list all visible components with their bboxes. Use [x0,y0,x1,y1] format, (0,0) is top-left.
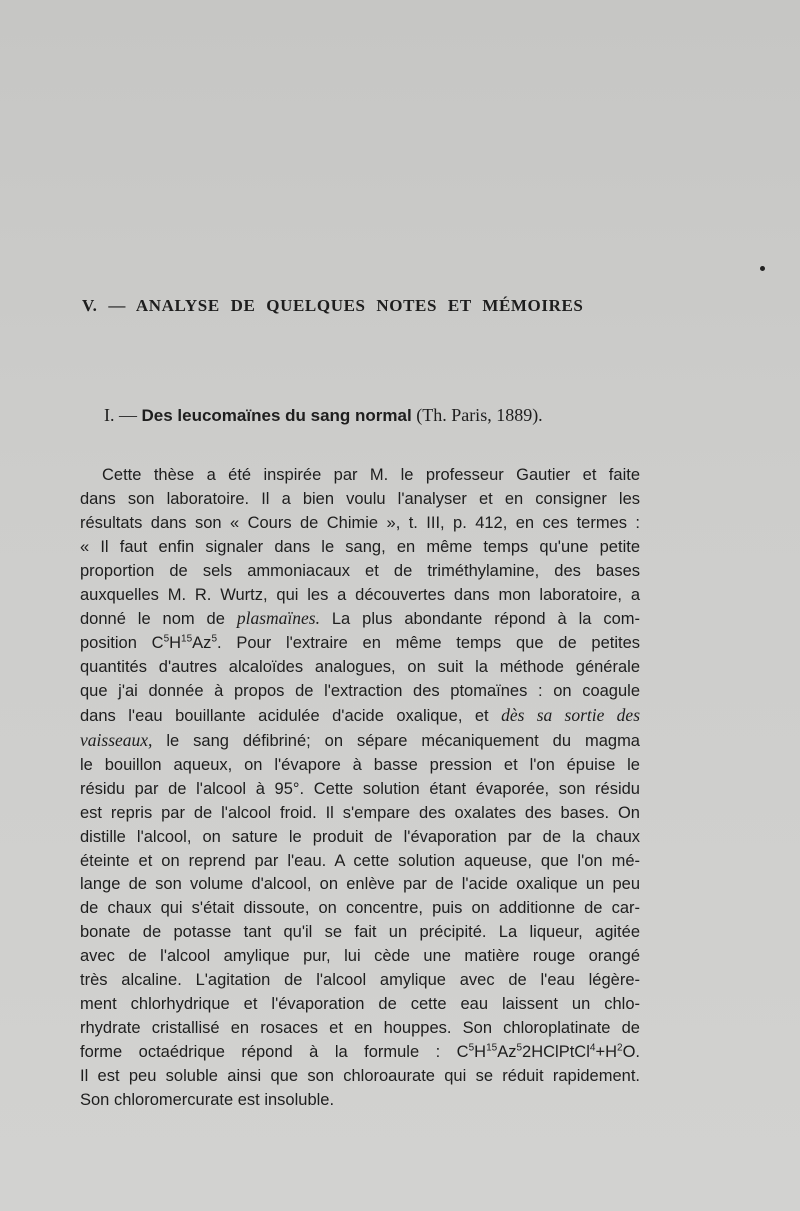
text-line: bonate de potasse tant qu'il se fait un précipité. La liqueur, agitée [80,923,640,942]
text-line: lange de son volume d'alcool, on enlève par de l'acide oxalique un peu [80,875,640,894]
text-line: résidu par de l'alcool à 95°. Cette solution étant évaporée, son résidu [80,779,640,798]
text-line: est repris par de l'alcool froid. Il s'empare des oxalates des bases. On [80,803,640,822]
text-line: auxquelles M. R. Wurtz, qui les a découvertes dans mon laboratoire, a [80,585,640,604]
text-line: que j'ai donnée à propos de l'extraction des ptomaïnes : on coagule [80,682,640,701]
text-run: La plus abondante répond à la com- [331,610,641,629]
superscript: 15 [486,1042,498,1054]
text-line [80,729,640,754]
text-run: O. [622,1042,640,1061]
text-line: éteinte et on reprend par l'eau. A cette solution aqueuse, que l'on mé- [80,851,640,870]
superscript: 5 [163,633,170,645]
text-run: position C [80,634,164,653]
superscript: 15 [181,633,193,645]
paper-title: Des leucomaïnes du sang normal [141,406,412,425]
text-line: rhydrate cristallisé en rosaces et en houppes. Son chloroplatinate de [80,1018,640,1037]
ink-speck [760,266,765,271]
superscript: 4 [589,1042,596,1054]
text-line: Cette thèse a été inspirée par M. le professeur Gautier et faite [102,466,640,484]
superscript: 2 [617,1042,623,1054]
text-line: de chaux qui s'était dissoute, on concentre, puis on additionne de car- [80,899,640,918]
text-line: très alcaline. L'agitation de l'alcool amylique avec de l'eau légère- [80,971,640,990]
text-run: H [169,634,182,653]
text-run: . Pour l'extraire en même temps que de petites [217,634,640,653]
text-line [80,1041,640,1065]
text-line [80,607,640,632]
text-line: quantités d'autres alcaloïdes analogues, on suit la méthode générale [80,658,640,677]
text-line [80,704,640,729]
body-paragraph [80,464,640,1112]
text-line: le bouillon aqueux, on l'évapore à basse pression et l'on épuise le [80,755,640,774]
text-run: donné le nom de [80,610,225,629]
text-line: dans son laboratoire. Il a bien voulu l'analyser et en consigner les [80,489,640,508]
text-run: 2HClPtCl [522,1042,590,1061]
text-line: avec de l'alcool amylique pur, lui cède une matière rouge orangé [80,947,640,966]
superscript: 5 [516,1042,523,1054]
text-line: « Il faut enfin signaler dans le sang, en même temps qu'une petite [80,537,640,556]
text-run: H [474,1042,487,1061]
text-run: Az [497,1042,517,1061]
text-line: résultats dans son « Cours de Chimie », t. III, p. 412, en ces termes : [80,513,640,532]
text-line: ment chlorhydrique et l'évaporation de cette eau laissent un chlo- [80,994,640,1013]
italic-phrase: dès sa sortie des [501,705,641,726]
paper-citation: (Th. Paris, 1889). [416,405,543,425]
italic-term: plasmaïnes. [236,608,320,629]
text-line: proportion de sels ammoniacaux et de triméthylamine, des bases [80,561,640,580]
text-run: +H [595,1042,618,1061]
section-title: V. — ANALYSE DE QUELQUES NOTES ET MÉMOIRES [82,296,584,315]
text-line: distille l'alcool, on sature le produit de l'évaporation par de la chaux [80,827,640,846]
text-line: Il est peu soluble ainsi que son chloroaurate qui se réduit rapidement. [80,1066,640,1085]
text-run: le sang défibriné; on sépare mécaniquement du magma [166,731,640,750]
text-run: Az [192,634,212,653]
text-line [80,632,640,656]
paper-heading [104,405,624,426]
superscript: 5 [468,1042,475,1054]
text-line: Son chloromercurate est insoluble. [80,1090,335,1109]
paper-number: I. — [104,405,137,425]
superscript: 5 [211,633,217,645]
italic-phrase: vaisseaux, [80,729,153,750]
text-run: dans l'eau bouillante acidulée d'acide oxalique, et [80,707,489,726]
text-run: forme octaédrique répond à la formule : C [80,1042,469,1061]
